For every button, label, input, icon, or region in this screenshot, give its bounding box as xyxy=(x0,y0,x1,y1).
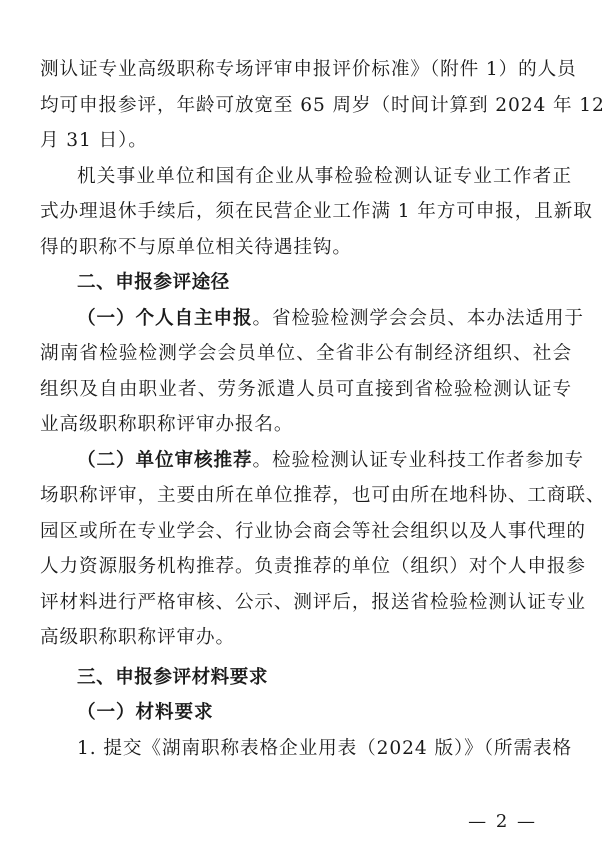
paragraph-line: 高级职称职称评审办。 xyxy=(40,627,235,648)
document-page xyxy=(40,52,606,766)
subsection-lead: （二）单位审核推荐 xyxy=(77,449,253,471)
paragraph-text: 。检验检测认证专业科技工作者参加专 xyxy=(252,449,584,471)
paragraph-line: 均可申报参评，年龄可放宽至 65 周岁（时间计算到 2024 年 12 xyxy=(40,94,605,116)
paragraph-line: 湖南省检验检测学会会员单位、全省非公有制经济组织、社会 xyxy=(40,343,572,364)
paragraph-line: 式办理退休手续后，须在民营企业工作满 1 年方可申报，且新取 xyxy=(40,201,593,222)
list-item: 1. 提交《湖南职称表格企业用表（2024 版）》（所需表格 xyxy=(77,737,572,759)
paragraph-line xyxy=(40,301,584,337)
paragraph-line: 机关事业单位和国有企业从事检验检测认证专业工作者正 xyxy=(77,165,572,187)
paragraph-line: 得的职称不与原单位相关待遇挂钩。 xyxy=(40,236,352,258)
paragraph-line: 评材料进行严格审核、公示、测评后，报送省检验检测认证专业 xyxy=(40,591,586,613)
subsection-heading: （一）材料要求 xyxy=(77,702,214,723)
page-number: — 2 — xyxy=(468,811,537,832)
paragraph-line: 园区或所在专业学会、行业协会商会等社会组织以及人事代理的 xyxy=(40,520,586,542)
paragraph-text: 。省检验检测学会会员、本办法适用于 xyxy=(252,307,584,329)
paragraph-line: 人力资源服务机构推荐。负责推荐的单位（组织）对个人申报参 xyxy=(40,556,586,577)
section-heading: 二、申报参评途径 xyxy=(77,272,230,293)
section-heading: 三、申报参评材料要求 xyxy=(77,666,268,688)
paragraph-line: 月 31 日）。 xyxy=(40,130,148,151)
paragraph-line: 组织及自由职业者、劳务派遣人员可直接到省检验检测认证专 xyxy=(40,378,572,400)
paragraph-line xyxy=(40,443,584,479)
paragraph-line: 测认证专业高级职称专场评审申报评价标准》（附件 1）的人员 xyxy=(40,59,577,80)
paragraph-line: 业高级职称职称评审办报名。 xyxy=(40,414,294,435)
paragraph-line: 场职称评审，主要由所在单位推荐，也可由所在地科协、工商联、 xyxy=(40,485,606,506)
subsection-lead: （一）个人自主申报 xyxy=(77,307,253,329)
